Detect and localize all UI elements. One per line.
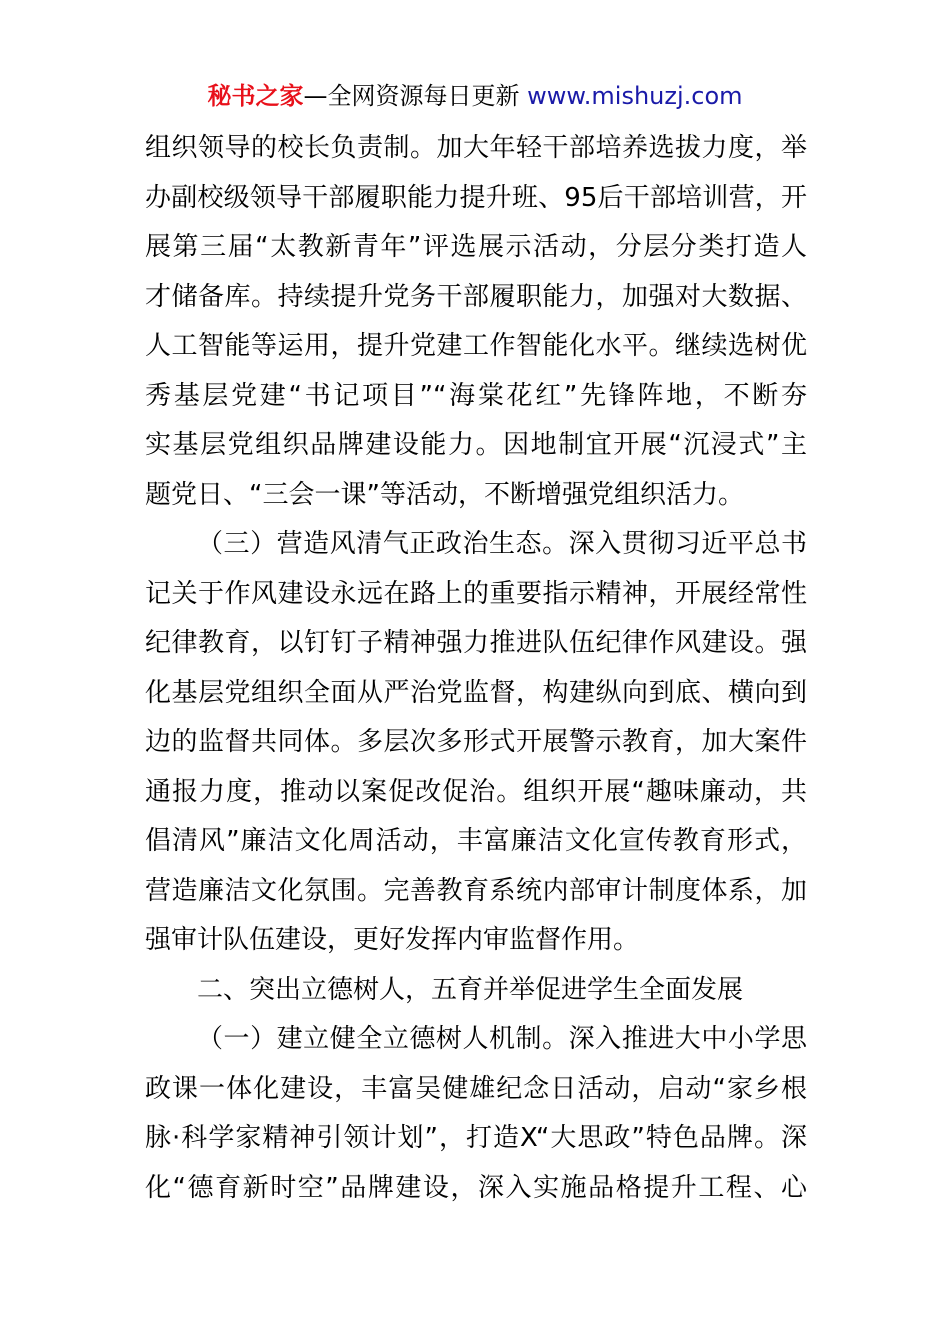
text-line: 边的监督共同体。多层次多形式开展警示教育，加大案件 [145, 727, 807, 757]
text-line: 强审计队伍建设，更好发挥内审监督作用。 [145, 925, 640, 955]
text-line: 化“德育新时空”品牌建设，深入实施品格提升工程、心 [145, 1172, 807, 1203]
text-line: 通报力度，推动以案促改促治。组织开展“趣味廉动，共 [145, 776, 807, 807]
text-line: 题党日、“三会一课”等活动，不断增强党组织活力。 [145, 479, 744, 510]
text-line: 政课一体化建设，丰富吴健雄纪念日活动，启动“家乡根 [145, 1073, 807, 1104]
section-heading-line: （三）营造风清气正政治生态。深入贯彻习近平总书 [197, 529, 807, 559]
text-line: 实基层党组织品牌建设能力。因地制宜开展“沉浸式”主 [145, 430, 807, 460]
text-line: 展第三届“太教新青年”评选展示活动，分层分类打造人 [145, 232, 807, 262]
text-line: 化基层党组织全面从严治党监督，构建纵向到底、横向到 [145, 677, 807, 708]
text-line: 组织领导的校长负责制。加大年轻干部培养选拔力度，举 [145, 133, 807, 163]
text-line: 办副校级领导干部履职能力提升班、95后干部培训营，开 [145, 182, 807, 213]
text-line: 记关于作风建设永远在路上的重要指示精神，开展经常性 [145, 578, 807, 609]
text-line: 营造廉洁文化氛围。完善教育系统内部审计制度体系，加 [145, 875, 807, 906]
text-line: 才储备库。持续提升党务干部履职能力，加强对大数据、 [145, 281, 807, 312]
text-line: 倡清风”廉洁文化周活动，丰富廉洁文化宣传教育形式， [145, 826, 807, 856]
chapter-heading-line: 二、突出立德树人，五育并举促进学生全面发展 [197, 974, 744, 1005]
site-brand: 秘书之家 [207, 82, 304, 110]
site-header [0, 80, 950, 112]
document-body [145, 124, 807, 1213]
text-line: 脉·科学家精神引领计划”，打造X“大思政”特色品牌。深 [145, 1123, 807, 1153]
site-url-link[interactable]: www.mishuzj.com [527, 82, 743, 110]
text-line: 纪律教育，以钉钉子精神强力推进队伍纪律作风建设。强 [145, 628, 807, 658]
site-tagline: —全网资源每日更新 [303, 82, 520, 110]
text-line: 人工智能等运用，提升党建工作智能化水平。继续选树优 [145, 331, 807, 361]
text-line: 秀基层党建“书记项目”“海棠花红”先锋阵地，不断夯 [145, 380, 807, 411]
section-heading-line: （一）建立健全立德树人机制。深入推进大中小学思 [197, 1024, 807, 1054]
